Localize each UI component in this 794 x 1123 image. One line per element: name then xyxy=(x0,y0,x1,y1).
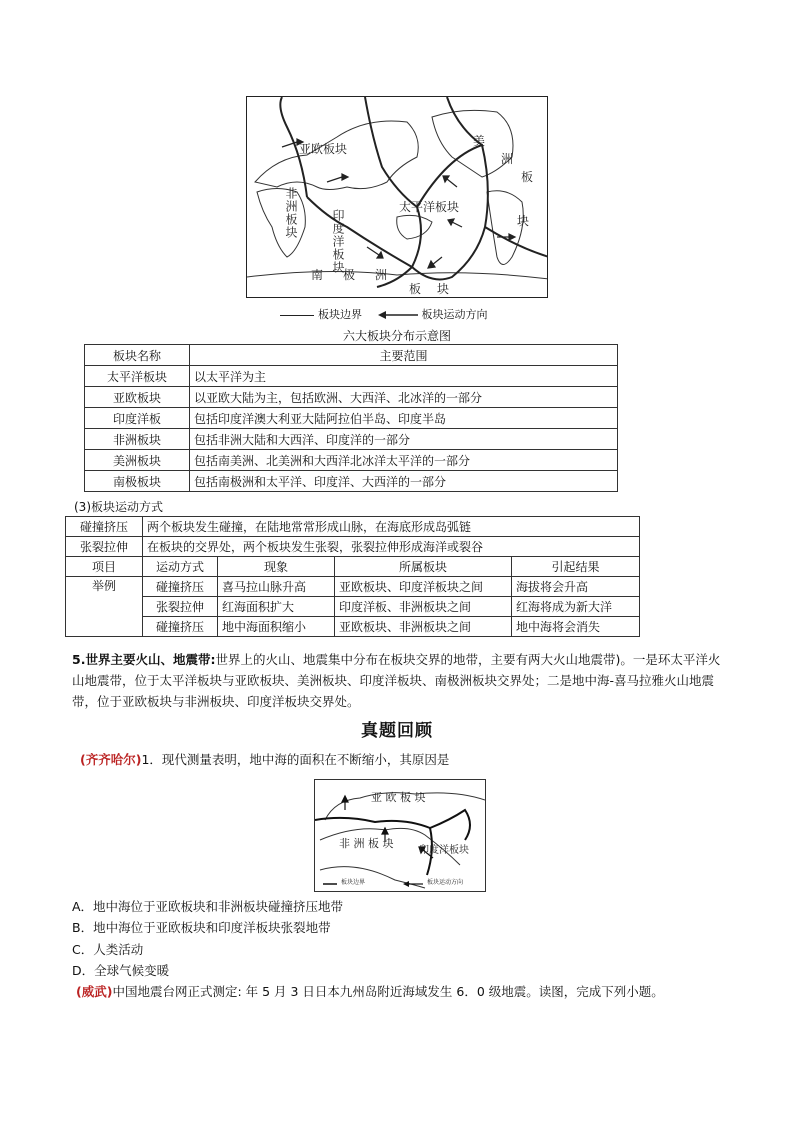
header-plate-name: 板块名称 xyxy=(85,345,190,366)
map2-label-indian: 印度洋板块 xyxy=(419,845,469,856)
plate-name: 太平洋板块 xyxy=(85,366,190,387)
table-row xyxy=(85,450,618,471)
map2-legend-boundary: 板块边界 xyxy=(341,879,366,886)
plate-name: 美洲板块 xyxy=(85,450,190,471)
map2-label-eurasia: 亚 欧 板 块 xyxy=(371,791,426,804)
option-d[interactable]: D．全球气候变暖 xyxy=(72,963,170,978)
plate-scope: 以太平洋为主 xyxy=(190,366,618,387)
map2-legend-direction: 板块运动方向 xyxy=(427,879,464,886)
map1-label-antarctic-5: 块 xyxy=(437,282,450,296)
table-row xyxy=(66,617,640,637)
map1-label-eurasia: 亚欧板块 xyxy=(299,142,348,156)
plate-scope: 包括南极洲和太平洋、印度洋、大西洋的一部分 xyxy=(190,471,618,492)
plate-scope: 包括非洲大陆和大西洋、印度洋的一部分 xyxy=(190,429,618,450)
plate-motion-table xyxy=(65,516,640,637)
motion-type: 碰撞挤压 xyxy=(66,517,143,537)
plate-map xyxy=(246,96,548,298)
section-title: 真题回顾 xyxy=(361,721,433,741)
motion-cell: 碰撞挤压 xyxy=(143,617,218,637)
result-cell: 地中海将会消失 xyxy=(512,617,640,637)
paragraph-text: 世界上的火山、地震集中分布在板块交界的地带，主要有两大火山地震带)。一是环太平洋火山地震带，位于太平洋板块与亚欧板块、美洲板块、印度洋板块、南极洲板块交界处；二是地中海-喜马拉雅火山地震带，位于亚欧板块与非洲板块、印度洋板块交界处。 xyxy=(72,652,721,709)
map1-label-antarctic-4: 板 xyxy=(409,282,422,296)
plate-name: 非洲板块 xyxy=(85,429,190,450)
option-c[interactable]: C．人类活动 xyxy=(72,942,144,957)
plates-cell: 亚欧板块、非洲板块之间 xyxy=(335,617,512,637)
map1-label-america-3: 板 xyxy=(521,170,534,184)
question-1 xyxy=(80,750,449,768)
plate-name: 南极板块 xyxy=(85,471,190,492)
direction-arrow-icon xyxy=(378,311,418,319)
motion-cell: 碰撞挤压 xyxy=(143,577,218,597)
motion-cell: 张裂拉伸 xyxy=(143,597,218,617)
motion-type: 张裂拉伸 xyxy=(66,537,143,557)
plate-scope: 以亚欧大陆为主，包括欧洲、大西洋、北冰洋的一部分 xyxy=(190,387,618,408)
plate-scope-table xyxy=(84,344,618,492)
phenomenon-cell: 红海面积扩大 xyxy=(218,597,335,617)
map1-label-indian: 印度洋板块 xyxy=(331,209,345,274)
table-row xyxy=(85,429,618,450)
table-row xyxy=(66,597,640,617)
map1-label-antarctic-2: 极 xyxy=(343,268,356,282)
plate-scope: 包括南美洲、北美洲和大西洋北冰洋太平洋的一部分 xyxy=(190,450,618,471)
map1-label-antarctic-3: 洲 xyxy=(375,268,388,282)
header-main-scope: 主要范围 xyxy=(190,345,618,366)
table-row xyxy=(85,471,618,492)
option-b[interactable]: B．地中海位于亚欧板块和印度洋板块张裂地带 xyxy=(72,920,331,935)
table-row xyxy=(85,387,618,408)
question-text: 1．现代测量表明，地中海的面积在不断缩小，其原因是 xyxy=(141,752,450,767)
question-source-tag: (齐齐哈尔) xyxy=(80,752,142,767)
header-item: 项目 xyxy=(66,557,143,577)
map1-label-antarctic-1: 南 xyxy=(311,268,324,282)
map1-label-africa: 非洲板块 xyxy=(284,187,298,239)
volcano-earthquake-paragraph xyxy=(72,649,732,712)
map1-label-pacific: 太平洋板块 xyxy=(399,200,460,214)
option-a[interactable]: A．地中海位于亚欧板块和非洲板块碰撞挤压地带 xyxy=(72,899,344,914)
question-2 xyxy=(76,982,664,1000)
motion-definition: 两个板块发生碰撞，在陆地常常形成山脉，在海底形成岛弧链 xyxy=(143,517,640,537)
plates-cell: 亚欧板块、印度洋板块之间 xyxy=(335,577,512,597)
definition-row xyxy=(66,537,640,557)
phenomenon-cell: 喜马拉山脉升高 xyxy=(218,577,335,597)
header-result: 引起结果 xyxy=(512,557,640,577)
phenomenon-cell: 地中海面积缩小 xyxy=(218,617,335,637)
map1-label-america-4: 块 xyxy=(517,214,530,228)
header-plates: 所属板块 xyxy=(335,557,512,577)
map1-label-america-2: 洲 xyxy=(501,152,514,166)
result-cell: 红海将成为新大洋 xyxy=(512,597,640,617)
header-motion: 运动方式 xyxy=(143,557,218,577)
definition-row xyxy=(66,517,640,537)
table-header-row xyxy=(66,557,640,577)
result-cell: 海拔将会升高 xyxy=(512,577,640,597)
question-source-tag: (威武) xyxy=(76,984,113,999)
plates-cell: 印度洋板、非洲板块之间 xyxy=(335,597,512,617)
mediterranean-map xyxy=(314,779,486,892)
map2-label-africa: 非 洲 板 块 xyxy=(339,837,394,850)
legend-boundary-label: 板块边界 xyxy=(318,308,362,321)
question-text: 中国地震台网正式测定: 年 5 月 3 日日本九州岛附近海域发生 6．0 级地震。读图，完成下列小题。 xyxy=(112,984,664,999)
map1-label-america-1: 美 xyxy=(473,134,486,148)
table-row xyxy=(85,366,618,387)
paragraph-lead: 5.世界主要火山、地震带: xyxy=(72,652,216,667)
plate-scope: 包括印度洋澳大利亚大陆阿拉伯半岛、印度半岛 xyxy=(190,408,618,429)
plate-map-caption: 六大板块分布示意图 xyxy=(342,329,451,343)
plate-name: 亚欧板块 xyxy=(85,387,190,408)
plate-map-legend xyxy=(280,306,488,322)
plate-name: 印度洋板 xyxy=(85,408,190,429)
table-row xyxy=(66,577,640,597)
section-subheading: (3)板块运动方式 xyxy=(74,500,163,514)
table-row xyxy=(85,408,618,429)
boundary-line-icon xyxy=(280,315,314,316)
example-label: 举例 xyxy=(66,577,143,637)
legend-direction-label: 板块运动方向 xyxy=(421,308,488,321)
header-phenomenon: 现象 xyxy=(218,557,335,577)
motion-definition: 在板块的交界处，两个板块发生张裂，张裂拉伸形成海洋或裂谷 xyxy=(143,537,640,557)
table-header-row xyxy=(85,345,618,366)
